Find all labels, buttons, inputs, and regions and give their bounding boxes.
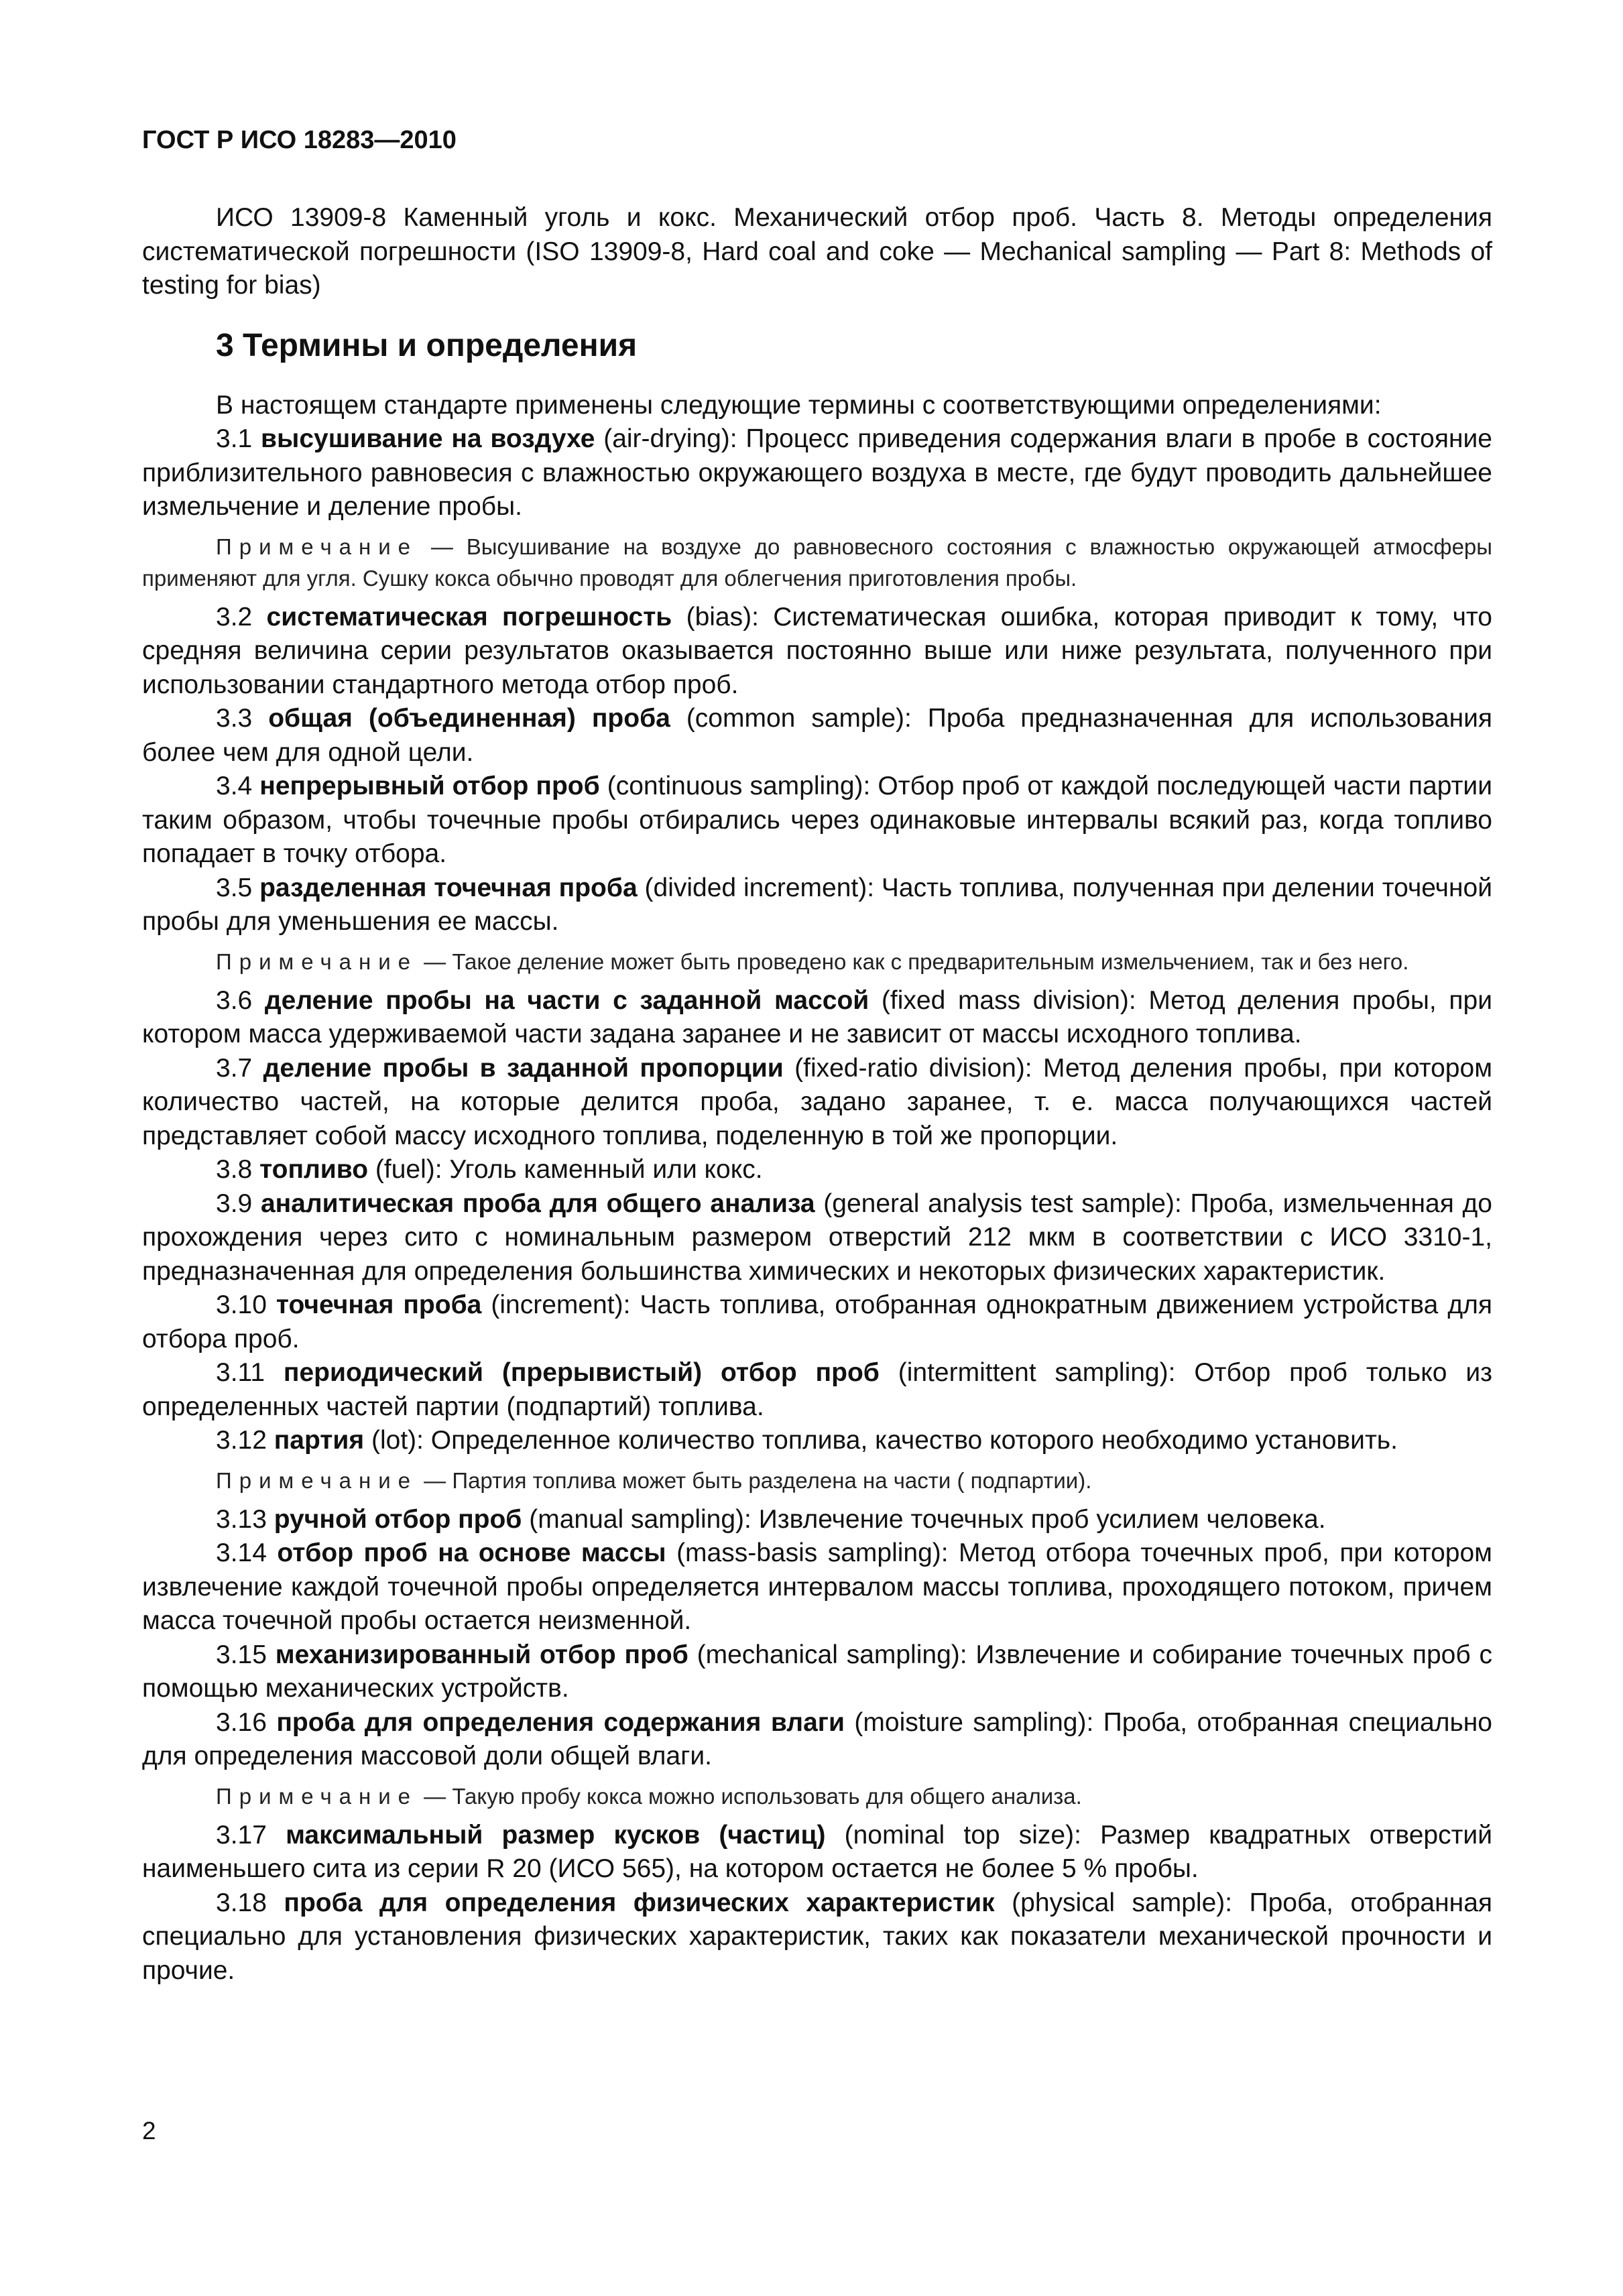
term-text: (increment): Часть топлива, отобранная однократным движением устройства для отбора проб. xyxy=(142,1290,1492,1353)
term-definition xyxy=(142,1187,1492,1289)
term-text: (fixed-ratio division): Метод деления пробы, при котором количество частей, на которые делится проба, задано заранее, т. е. масса получающихся частей представляет собой массу исходного топлива, поделенную в той же пропорции. xyxy=(142,1053,1493,1150)
term-name: систематическая погрешность xyxy=(266,602,672,631)
term-text: (mass-basis sampling): Метод отбора точечных проб, при котором извлечение каждой точечной пробы определяется интервалом массы топлива, проходящего потоком, причем масса точечной пробы остается неизменной. xyxy=(142,1538,1492,1635)
term-text: (mechanical sampling): Извлечение и собирание точечных проб с помощью механических устройств. xyxy=(142,1640,1492,1703)
term-name: разделенная точечная проба xyxy=(259,873,638,902)
term-definition xyxy=(142,1819,1492,1886)
term-name: проба для определения физических характеристик xyxy=(284,1888,995,1917)
term-definition xyxy=(142,601,1492,703)
term-number: 3.6 xyxy=(216,985,253,1015)
term-definition xyxy=(142,1424,1492,1458)
term-definition xyxy=(142,1706,1492,1774)
document-header: ГОСТ Р ИСО 18283—2010 xyxy=(142,126,457,154)
term-definition xyxy=(142,1638,1492,1706)
note xyxy=(142,1465,1492,1496)
note-text: — Такую пробу кокса можно использовать для общего анализа. xyxy=(418,1783,1082,1809)
term-number: 3.2 xyxy=(216,602,253,631)
term-definition xyxy=(142,1886,1492,1988)
term-number: 3.12 xyxy=(216,1426,267,1455)
term-text: (divided increment): Часть топлива, полученная при делении точечной пробы для уменьшения ее массы. xyxy=(142,873,1492,936)
term-number: 3.10 xyxy=(216,1290,267,1319)
term-text: (intermittent sampling): Отбор проб только из определенных частей партии (подпартий) топлива. xyxy=(142,1358,1492,1421)
term-definition xyxy=(142,770,1492,871)
note-label: Примечание xyxy=(216,949,418,974)
term-name: партия xyxy=(274,1426,365,1455)
term-number: 3.4 xyxy=(216,772,253,800)
term-name: механизированный отбор проб xyxy=(275,1640,688,1669)
term-definition xyxy=(142,422,1492,524)
term-definition xyxy=(142,1288,1492,1356)
page-number: 2 xyxy=(142,2117,156,2144)
term-number: 3.1 xyxy=(216,424,253,453)
term-text: (moisture sampling): Проба, отобранная специально для определения массовой доли общей влаги. xyxy=(142,1707,1492,1770)
term-name: отбор проб на основе массы xyxy=(277,1538,666,1567)
note-text: — Высушивание на воздухе до равновесного состояния с влажностью окружающей атмосферы применяют для угля. Сушку кокса обычно проводят для облегчения приготовления пробы. xyxy=(142,534,1492,591)
term-name: топливо xyxy=(259,1155,369,1184)
section-title: 3 Термины и определения xyxy=(216,327,638,363)
term-name: общая (объединенная) проба xyxy=(268,704,670,733)
term-number: 3.8 xyxy=(216,1155,253,1184)
term-number: 3.5 xyxy=(216,873,253,902)
term-definition xyxy=(142,1153,1492,1187)
term-number: 3.17 xyxy=(216,1820,267,1850)
term-text: (nominal top size): Размер квадратных отверстий наименьшего сита из серии R 20 (ИСО 565), на котором остается не более 5 % пробы. xyxy=(142,1820,1493,1883)
term-name: максимальный размер кусков (частиц) xyxy=(286,1820,826,1850)
term-name: точечная проба xyxy=(276,1290,482,1319)
term-name: деление пробы в заданной пропорции xyxy=(263,1053,784,1083)
term-number: 3.18 xyxy=(216,1888,267,1917)
term-name: высушивание на воздухе xyxy=(261,424,595,453)
term-text: (common sample): Проба предназначенная для использования более чем для одной цели. xyxy=(142,704,1493,767)
note xyxy=(142,946,1492,977)
term-name: непрерывный отбор проб xyxy=(259,772,600,800)
note-text: — Такое деление может быть проведено как с предварительным измельчением, так и без него. xyxy=(418,949,1409,974)
note-text: — Партия топлива может быть разделена на части ( подпартии). xyxy=(418,1467,1092,1493)
note-label: Примечание xyxy=(216,1783,418,1809)
section-lead: В настоящем стандарте применены следующие термины с соответствующими определениями: xyxy=(216,390,1382,420)
document-body xyxy=(142,201,1492,1988)
term-text: (air-drying): Процесс приведения содержания влаги в пробе в состояние приблизительного равновесия с влажностью окружающего воздуха в месте, где будут проводить дальнейшее измельчение и деление пробы. xyxy=(142,424,1492,521)
term-name: деление пробы на части с заданной массой xyxy=(264,985,869,1015)
term-text: (continuous sampling): Отбор проб от каждой последующей части партии таким образом, чтобы точечные пробы отбирались через одинаковые интервалы всякий раз, когда топливо попадает в точку отбора. xyxy=(142,772,1493,868)
term-text: (fixed mass division): Метод деления пробы, при котором масса удерживаемой части задана заранее и не зависит от массы исходного топлива. xyxy=(142,985,1492,1048)
term-number: 3.15 xyxy=(216,1640,267,1669)
term-name: периодический (прерывистый) отбор проб xyxy=(283,1358,880,1387)
term-definition xyxy=(142,984,1492,1052)
term-definition xyxy=(142,1503,1492,1537)
term-name: аналитическая проба для общего анализа xyxy=(260,1189,815,1218)
term-text: (manual sampling): Извлечение точечных проб усилием человека. xyxy=(522,1504,1326,1534)
term-text: (fuel): Уголь каменный или кокс. xyxy=(368,1155,763,1184)
term-definition xyxy=(142,702,1492,770)
note-label: Примечание xyxy=(216,1467,418,1493)
term-number: 3.7 xyxy=(216,1053,253,1083)
note-label: Примечание xyxy=(216,534,418,559)
term-definition xyxy=(142,1536,1492,1638)
normative-reference: ИСО 13909-8 Каменный уголь и кокс. Механический отбор проб. Часть 8. Методы определения систематической погрешности (ISO 13909-8, Hard coal and coke — Mechanical sampling — Part 8: Methods of testing for bias) xyxy=(142,203,1492,300)
term-definition xyxy=(142,1052,1492,1154)
term-text: (physical sample): Проба, отобранная специально для установления физических характеристик, таких как показатели механической прочности и прочие. xyxy=(142,1888,1493,1985)
term-number: 3.14 xyxy=(216,1538,267,1567)
term-number: 3.9 xyxy=(216,1189,253,1218)
term-definition xyxy=(142,871,1492,939)
term-number: 3.13 xyxy=(216,1504,267,1534)
term-text: (general analysis test sample): Проба, измельченная до прохождения через сито с номинальным размером отверстий 212 мкм в соответствии с ИСО 3310-1, предназначенная для определения большинства химических и некоторых физических характеристик. xyxy=(142,1189,1492,1286)
term-name: ручной отбор проб xyxy=(274,1504,522,1534)
term-text: (lot): Определенное количество топлива, качество которого необходимо установить. xyxy=(364,1426,1398,1455)
term-number: 3.16 xyxy=(216,1707,267,1737)
term-name: проба для определения содержания влаги xyxy=(276,1707,845,1737)
note xyxy=(142,1780,1492,1812)
term-text: (bias): Систематическая ошибка, которая приводит к тому, что средняя величина серии результатов оказывается постоянно выше или ниже результата, полученного при использовании стандартного метода отбор проб. xyxy=(142,602,1492,699)
term-number: 3.11 xyxy=(216,1358,265,1387)
term-number: 3.3 xyxy=(216,704,253,733)
term-definition xyxy=(142,1356,1492,1424)
note xyxy=(142,531,1492,594)
